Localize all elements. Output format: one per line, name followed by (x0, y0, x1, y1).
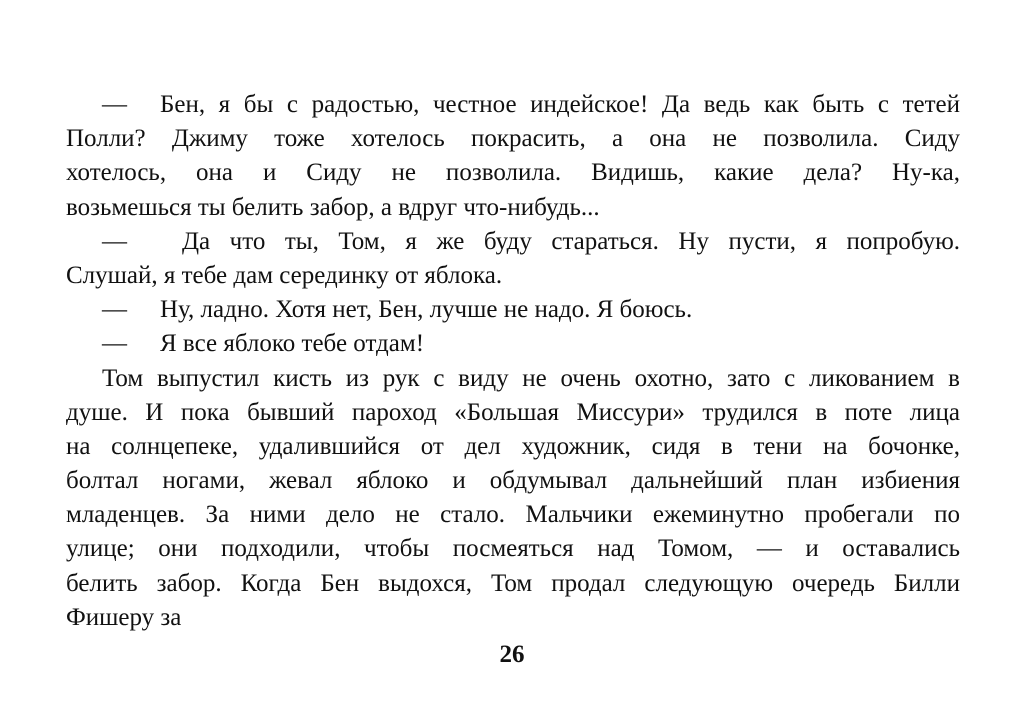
em-dash: — (102, 91, 127, 118)
text-line: хотелось, она и Сиду не позволила. Видишь, какие дела? Ну-ка, (66, 159, 960, 187)
em-dash: — (102, 296, 127, 324)
dialogue-line (66, 327, 960, 361)
dialogue-line (66, 225, 960, 259)
text-line: младенцев. За ними дело не стало. Мальчики ежеминутно пробегали по (66, 501, 960, 529)
dialogue-line (66, 88, 960, 122)
text-line: возьмешься ты белить забор, а вдруг что-нибудь... (66, 193, 600, 221)
em-dash: — (102, 227, 127, 255)
page-number: 26 (499, 641, 525, 668)
text-line: Фишеру за (66, 603, 182, 631)
text-line: Ну, ладно. Хотя нет, Бен, лучше не надо. Я боюсь. (160, 296, 693, 324)
body-text (66, 88, 960, 635)
text-line: Полли? Джиму тоже хотелось покрасить, а она не позволила. Сиду (66, 125, 960, 153)
text-line: болтал ногами, жевал яблоко и обдумывал дальнейший план избиения (66, 467, 960, 495)
text-line: белить забор. Когда Бен выдохся, Том продал следующую очередь Билли (66, 569, 960, 597)
text-line: душе. И пока бывший пароход «Большая Миссури» трудился в поте лица (66, 398, 960, 426)
dialogue-line (66, 293, 960, 327)
text-line: Бен, я бы с радостью, честное индейское! Да ведь как быть с тетей (160, 91, 960, 118)
text-line: на солнцепеке, удалившийся от дел художник, сидя в тени на бочонке, (66, 432, 960, 460)
text-line: Том выпустил кисть из рук с виду не очень охотно, зато с ликованием в (102, 364, 960, 392)
text-line: Слушай, я тебе дам серединку от яблока. (66, 261, 503, 289)
em-dash: — (102, 330, 127, 358)
text-line: улице; они подходили, чтобы посмеяться над Томом, — и оставались (66, 535, 960, 563)
text-line: Да что ты, Том, я же буду стараться. Ну пусти, я попробую. (182, 227, 960, 255)
text-line: Я все яблоко тебе отдам! (160, 330, 425, 358)
